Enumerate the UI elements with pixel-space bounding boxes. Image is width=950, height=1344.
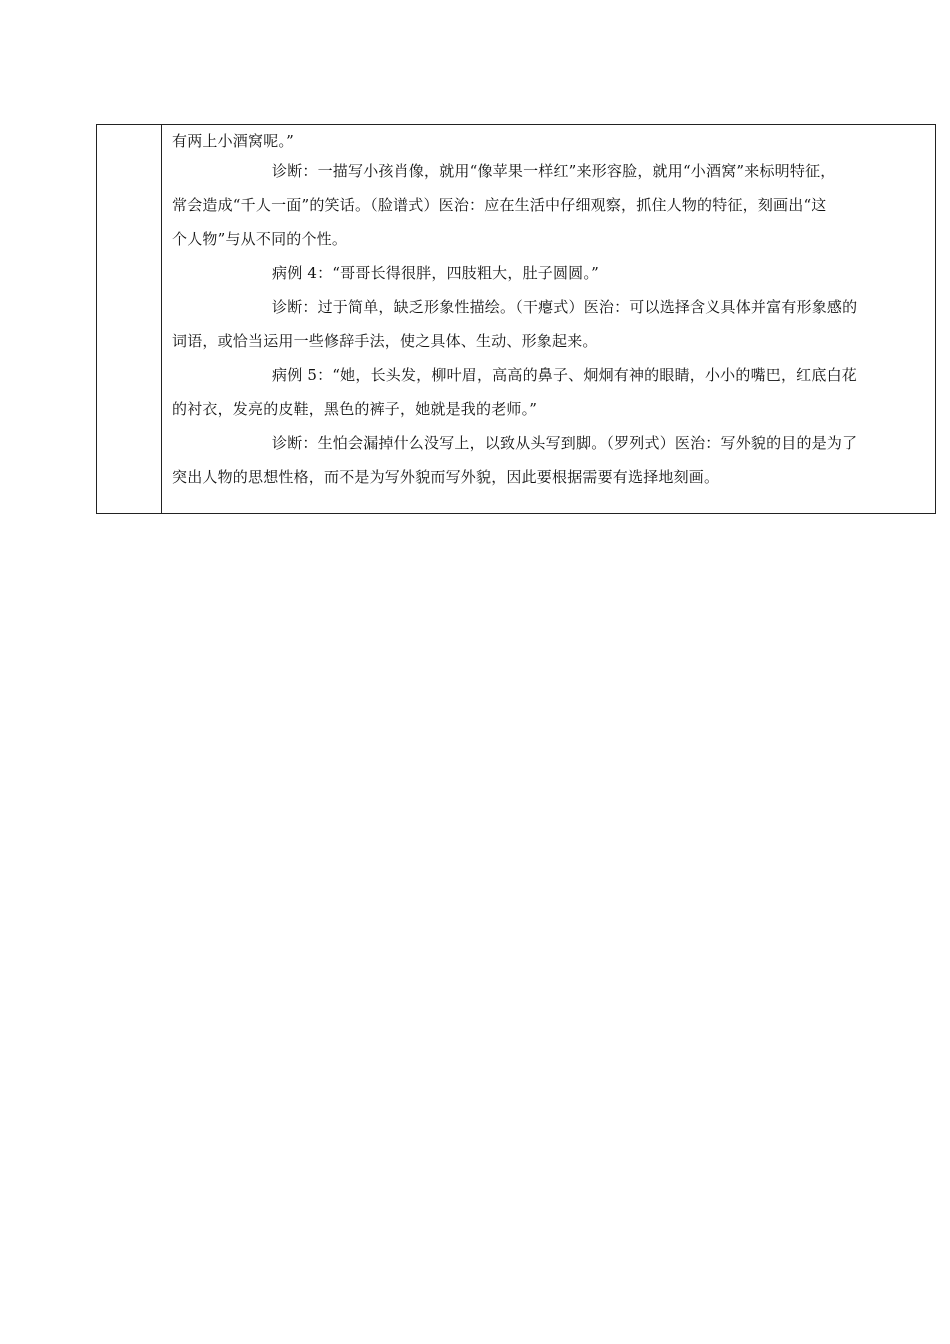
text-line: 突出人物的思想性格，而不是为写外貌而写外貌，因此要根据需要有选择地刻画。 (172, 468, 720, 486)
text-line: 病例 4：“哥哥长得很胖，四肢粗大，肚子圆圆。” (272, 264, 599, 282)
text-line: 诊断：一描写小孩肖像，就用“像苹果一样红”来形容脸，就用“小酒窝”来标明特征， (272, 162, 836, 180)
text-line: 词语，或恰当运用一些修辞手法，使之具体、生动、形象起来。 (172, 332, 598, 350)
text-line: 常会造成“千人一面”的笑话。（脸谱式）医治：应在生活中仔细观察，抓住人物的特征，刻画出“这 (172, 196, 827, 214)
text-line: 诊断：过于简单，缺乏形象性描绘。（干瘪式）医治：可以选择含义具体并富有形象感的 (272, 298, 858, 316)
table-left-cell (97, 125, 162, 513)
text-line: 有两上小酒窝呢。” (172, 132, 294, 150)
text-line: 诊断：生怕会漏掉什么没写上，以致从头写到脚。（罗列式）医治：写外貌的目的是为了 (272, 434, 858, 452)
text-line: 的衬衣，发亮的皮鞋，黑色的裤子，她就是我的老师。” (172, 400, 538, 418)
table-text-cell (162, 125, 935, 513)
text-line: 病例 5：“她，长头发，柳叶眉，高高的鼻子、炯炯有神的眼睛，小小的嘴巴，红底白花 (272, 366, 857, 384)
text-line: 个人物”与从不同的个性。 (172, 230, 348, 248)
content-table (96, 124, 936, 514)
